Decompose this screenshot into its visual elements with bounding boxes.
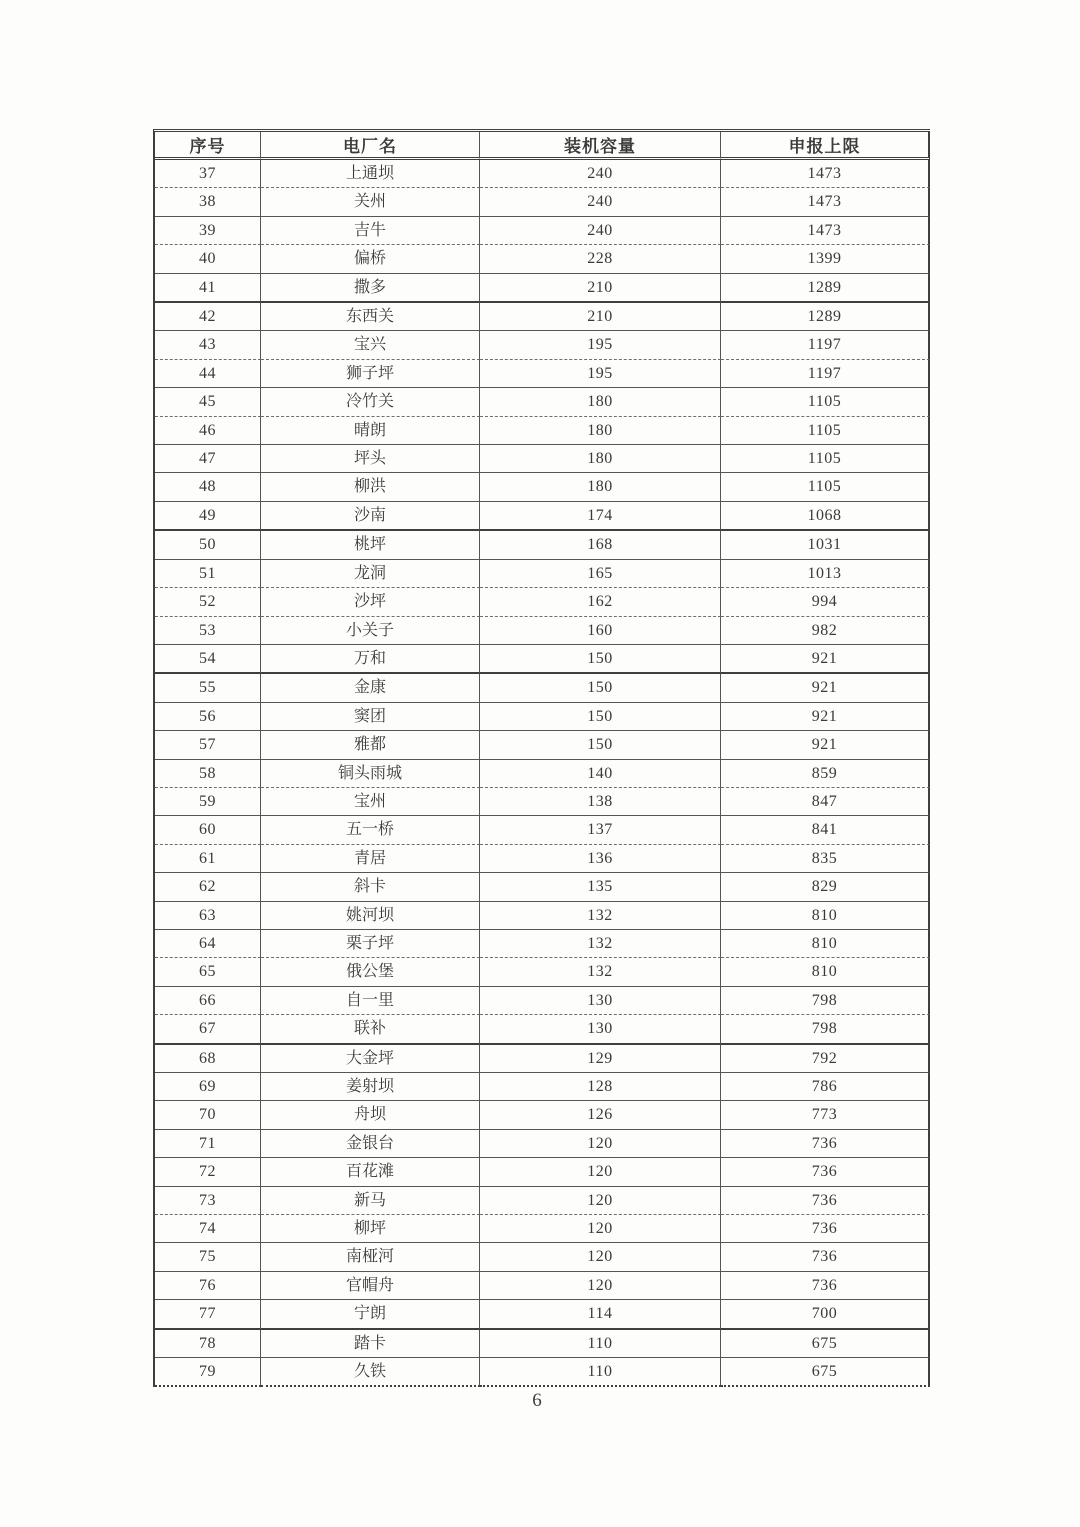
cell-plant-name: 沙南	[261, 502, 480, 531]
cell-index: 61	[155, 845, 261, 873]
cell-index: 76	[155, 1272, 261, 1300]
cell-limit: 1473	[721, 217, 930, 245]
cell-plant-name: 柳洪	[261, 473, 480, 501]
cell-plant-name: 柳坪	[261, 1215, 480, 1243]
cell-plant-name: 吉牛	[261, 217, 480, 245]
cell-index: 75	[155, 1243, 261, 1271]
cell-index: 42	[155, 303, 261, 331]
cell-plant-name: 沙坪	[261, 588, 480, 616]
cell-index: 60	[155, 816, 261, 844]
cell-capacity: 120	[480, 1158, 721, 1186]
cell-index: 40	[155, 245, 261, 273]
cell-limit: 835	[721, 845, 930, 873]
cell-index: 55	[155, 674, 261, 702]
cell-limit: 921	[721, 703, 930, 731]
table-row	[155, 388, 930, 416]
cell-index: 71	[155, 1130, 261, 1158]
cell-capacity: 120	[480, 1243, 721, 1271]
cell-plant-name: 青居	[261, 845, 480, 873]
cell-plant-name: 俄公堡	[261, 958, 480, 986]
table-row	[155, 760, 930, 788]
cell-index: 59	[155, 788, 261, 816]
cell-capacity: 168	[480, 531, 721, 559]
cell-plant-name: 踏卡	[261, 1330, 480, 1358]
table-row	[155, 1300, 930, 1329]
cell-index: 67	[155, 1015, 261, 1044]
table-row	[155, 245, 930, 273]
cell-limit: 982	[721, 617, 930, 645]
table-row	[155, 1130, 930, 1158]
cell-capacity: 240	[480, 188, 721, 216]
cell-plant-name: 大金坪	[261, 1045, 480, 1073]
cell-limit: 1105	[721, 445, 930, 473]
cell-limit: 921	[721, 674, 930, 702]
cell-plant-name: 窦团	[261, 703, 480, 731]
cell-index: 65	[155, 958, 261, 986]
table-row	[155, 703, 930, 731]
cell-limit: 810	[721, 930, 930, 958]
cell-limit: 859	[721, 760, 930, 788]
cell-capacity: 165	[480, 560, 721, 588]
cell-limit: 798	[721, 1015, 930, 1044]
cell-capacity: 150	[480, 645, 721, 674]
table-row	[155, 1330, 930, 1358]
cell-capacity: 120	[480, 1215, 721, 1243]
col-header-capacity: 装机容量	[480, 132, 721, 160]
cell-index: 43	[155, 331, 261, 359]
cell-capacity: 180	[480, 473, 721, 501]
table-row	[155, 674, 930, 702]
cell-limit: 921	[721, 731, 930, 759]
cell-index: 50	[155, 531, 261, 559]
cell-index: 63	[155, 902, 261, 930]
table-row	[155, 1073, 930, 1101]
cell-capacity: 135	[480, 873, 721, 901]
cell-index: 79	[155, 1358, 261, 1387]
cell-capacity: 132	[480, 902, 721, 930]
table-row	[155, 1158, 930, 1186]
cell-index: 47	[155, 445, 261, 473]
cell-capacity: 130	[480, 1015, 721, 1044]
cell-limit: 1031	[721, 531, 930, 559]
table-row	[155, 902, 930, 930]
cell-plant-name: 宝兴	[261, 331, 480, 359]
cell-limit: 1068	[721, 502, 930, 531]
cell-limit: 1289	[721, 274, 930, 303]
cell-index: 44	[155, 360, 261, 388]
cell-index: 54	[155, 645, 261, 674]
cell-index: 68	[155, 1045, 261, 1073]
cell-index: 62	[155, 873, 261, 901]
cell-limit: 1105	[721, 417, 930, 445]
cell-capacity: 150	[480, 674, 721, 702]
cell-capacity: 110	[480, 1330, 721, 1358]
table-row	[155, 502, 930, 531]
cell-capacity: 195	[480, 331, 721, 359]
cell-capacity: 195	[480, 360, 721, 388]
cell-plant-name: 铜头雨城	[261, 760, 480, 788]
table-row	[155, 816, 930, 844]
cell-limit: 994	[721, 588, 930, 616]
col-header-plant-name: 电厂名	[261, 132, 480, 160]
cell-index: 78	[155, 1330, 261, 1358]
cell-capacity: 136	[480, 845, 721, 873]
table-row	[155, 1045, 930, 1073]
table-row	[155, 473, 930, 501]
cell-limit: 736	[721, 1158, 930, 1186]
cell-limit: 810	[721, 958, 930, 986]
cell-plant-name: 撒多	[261, 274, 480, 303]
cell-limit: 736	[721, 1272, 930, 1300]
cell-plant-name: 舟坝	[261, 1101, 480, 1129]
cell-plant-name: 偏桥	[261, 245, 480, 273]
table-row	[155, 417, 930, 445]
cell-capacity: 120	[480, 1272, 721, 1300]
cell-index: 38	[155, 188, 261, 216]
cell-index: 37	[155, 160, 261, 188]
cell-limit: 736	[721, 1130, 930, 1158]
cell-limit: 1473	[721, 160, 930, 188]
table-row	[155, 188, 930, 216]
cell-plant-name: 官帽舟	[261, 1272, 480, 1300]
table-row	[155, 531, 930, 559]
table-row	[155, 588, 930, 616]
cell-index: 48	[155, 473, 261, 501]
cell-capacity: 228	[480, 245, 721, 273]
cell-plant-name: 小关子	[261, 617, 480, 645]
cell-plant-name: 金银台	[261, 1130, 480, 1158]
cell-plant-name: 冷竹关	[261, 388, 480, 416]
table-row	[155, 1358, 930, 1387]
cell-plant-name: 百花滩	[261, 1158, 480, 1186]
cell-limit: 736	[721, 1187, 930, 1215]
table-row	[155, 1101, 930, 1129]
cell-capacity: 126	[480, 1101, 721, 1129]
table-row	[155, 930, 930, 958]
cell-plant-name: 龙洞	[261, 560, 480, 588]
table-row	[155, 445, 930, 473]
cell-capacity: 140	[480, 760, 721, 788]
cell-index: 73	[155, 1187, 261, 1215]
cell-capacity: 132	[480, 958, 721, 986]
cell-plant-name: 金康	[261, 674, 480, 702]
cell-plant-name: 晴朗	[261, 417, 480, 445]
cell-capacity: 240	[480, 217, 721, 245]
cell-limit: 847	[721, 788, 930, 816]
cell-plant-name: 斜卡	[261, 873, 480, 901]
cell-plant-name: 自一里	[261, 987, 480, 1015]
cell-index: 39	[155, 217, 261, 245]
table-row	[155, 160, 930, 188]
cell-plant-name: 关州	[261, 188, 480, 216]
cell-plant-name: 新马	[261, 1187, 480, 1215]
cell-index: 51	[155, 560, 261, 588]
cell-limit: 700	[721, 1300, 930, 1329]
table-row	[155, 645, 930, 674]
table-row	[155, 987, 930, 1015]
cell-index: 41	[155, 274, 261, 303]
cell-capacity: 132	[480, 930, 721, 958]
cell-plant-name: 姚河坝	[261, 902, 480, 930]
cell-capacity: 162	[480, 588, 721, 616]
cell-limit: 841	[721, 816, 930, 844]
cell-capacity: 210	[480, 303, 721, 331]
cell-plant-name: 坪头	[261, 445, 480, 473]
cell-limit: 1399	[721, 245, 930, 273]
cell-limit: 736	[721, 1243, 930, 1271]
table-row	[155, 1272, 930, 1300]
table-body	[155, 160, 930, 1387]
page-number: 6	[532, 1390, 542, 1411]
cell-capacity: 138	[480, 788, 721, 816]
table-row	[155, 731, 930, 759]
cell-capacity: 150	[480, 703, 721, 731]
cell-capacity: 129	[480, 1045, 721, 1073]
cell-limit: 798	[721, 987, 930, 1015]
cell-limit: 1473	[721, 188, 930, 216]
table-row	[155, 845, 930, 873]
cell-capacity: 128	[480, 1073, 721, 1101]
cell-index: 69	[155, 1073, 261, 1101]
col-header-index: 序号	[155, 132, 261, 160]
cell-index: 52	[155, 588, 261, 616]
cell-limit: 921	[721, 645, 930, 674]
cell-capacity: 137	[480, 816, 721, 844]
table-row	[155, 1015, 930, 1044]
cell-limit: 1013	[721, 560, 930, 588]
cell-plant-name: 五一桥	[261, 816, 480, 844]
cell-capacity: 180	[480, 445, 721, 473]
cell-index: 70	[155, 1101, 261, 1129]
plants-table	[153, 129, 930, 1387]
table-row	[155, 1215, 930, 1243]
cell-capacity: 114	[480, 1300, 721, 1329]
cell-index: 77	[155, 1300, 261, 1329]
cell-plant-name: 姜射坝	[261, 1073, 480, 1101]
cell-limit: 1105	[721, 473, 930, 501]
cell-index: 49	[155, 502, 261, 531]
cell-capacity: 130	[480, 987, 721, 1015]
table-row	[155, 560, 930, 588]
table-row	[155, 1187, 930, 1215]
table-row	[155, 958, 930, 986]
table-row	[155, 303, 930, 331]
cell-limit: 1289	[721, 303, 930, 331]
cell-plant-name: 宝州	[261, 788, 480, 816]
cell-plant-name: 上通坝	[261, 160, 480, 188]
cell-index: 74	[155, 1215, 261, 1243]
table-row	[155, 1243, 930, 1271]
cell-limit: 786	[721, 1073, 930, 1101]
cell-capacity: 210	[480, 274, 721, 303]
table-row	[155, 873, 930, 901]
cell-plant-name: 桃坪	[261, 531, 480, 559]
cell-capacity: 180	[480, 417, 721, 445]
cell-index: 72	[155, 1158, 261, 1186]
cell-index: 57	[155, 731, 261, 759]
cell-limit: 736	[721, 1215, 930, 1243]
cell-limit: 792	[721, 1045, 930, 1073]
table-row	[155, 217, 930, 245]
cell-capacity: 150	[480, 731, 721, 759]
cell-index: 46	[155, 417, 261, 445]
cell-capacity: 110	[480, 1358, 721, 1387]
cell-plant-name: 东西关	[261, 303, 480, 331]
cell-capacity: 120	[480, 1130, 721, 1158]
cell-plant-name: 万和	[261, 645, 480, 674]
cell-plant-name: 联补	[261, 1015, 480, 1044]
table-row	[155, 274, 930, 303]
cell-limit: 773	[721, 1101, 930, 1129]
cell-index: 58	[155, 760, 261, 788]
cell-plant-name: 狮子坪	[261, 360, 480, 388]
cell-limit: 1197	[721, 360, 930, 388]
cell-capacity: 160	[480, 617, 721, 645]
cell-capacity: 240	[480, 160, 721, 188]
cell-index: 64	[155, 930, 261, 958]
cell-limit: 675	[721, 1358, 930, 1387]
cell-plant-name: 久铁	[261, 1358, 480, 1387]
cell-index: 66	[155, 987, 261, 1015]
table-row	[155, 331, 930, 359]
cell-plant-name: 南桠河	[261, 1243, 480, 1271]
table-row	[155, 617, 930, 645]
cell-limit: 829	[721, 873, 930, 901]
cell-plant-name: 雅都	[261, 731, 480, 759]
cell-plant-name: 宁朗	[261, 1300, 480, 1329]
cell-capacity: 174	[480, 502, 721, 531]
cell-capacity: 120	[480, 1187, 721, 1215]
table-header	[155, 132, 930, 160]
table-row	[155, 360, 930, 388]
cell-plant-name: 栗子坪	[261, 930, 480, 958]
table-header-row	[155, 132, 930, 160]
col-header-limit: 申报上限	[721, 132, 930, 160]
cell-capacity: 180	[480, 388, 721, 416]
cell-limit: 1105	[721, 388, 930, 416]
cell-index: 56	[155, 703, 261, 731]
cell-index: 45	[155, 388, 261, 416]
cell-index: 53	[155, 617, 261, 645]
cell-limit: 675	[721, 1330, 930, 1358]
table-row	[155, 788, 930, 816]
cell-limit: 810	[721, 902, 930, 930]
cell-limit: 1197	[721, 331, 930, 359]
